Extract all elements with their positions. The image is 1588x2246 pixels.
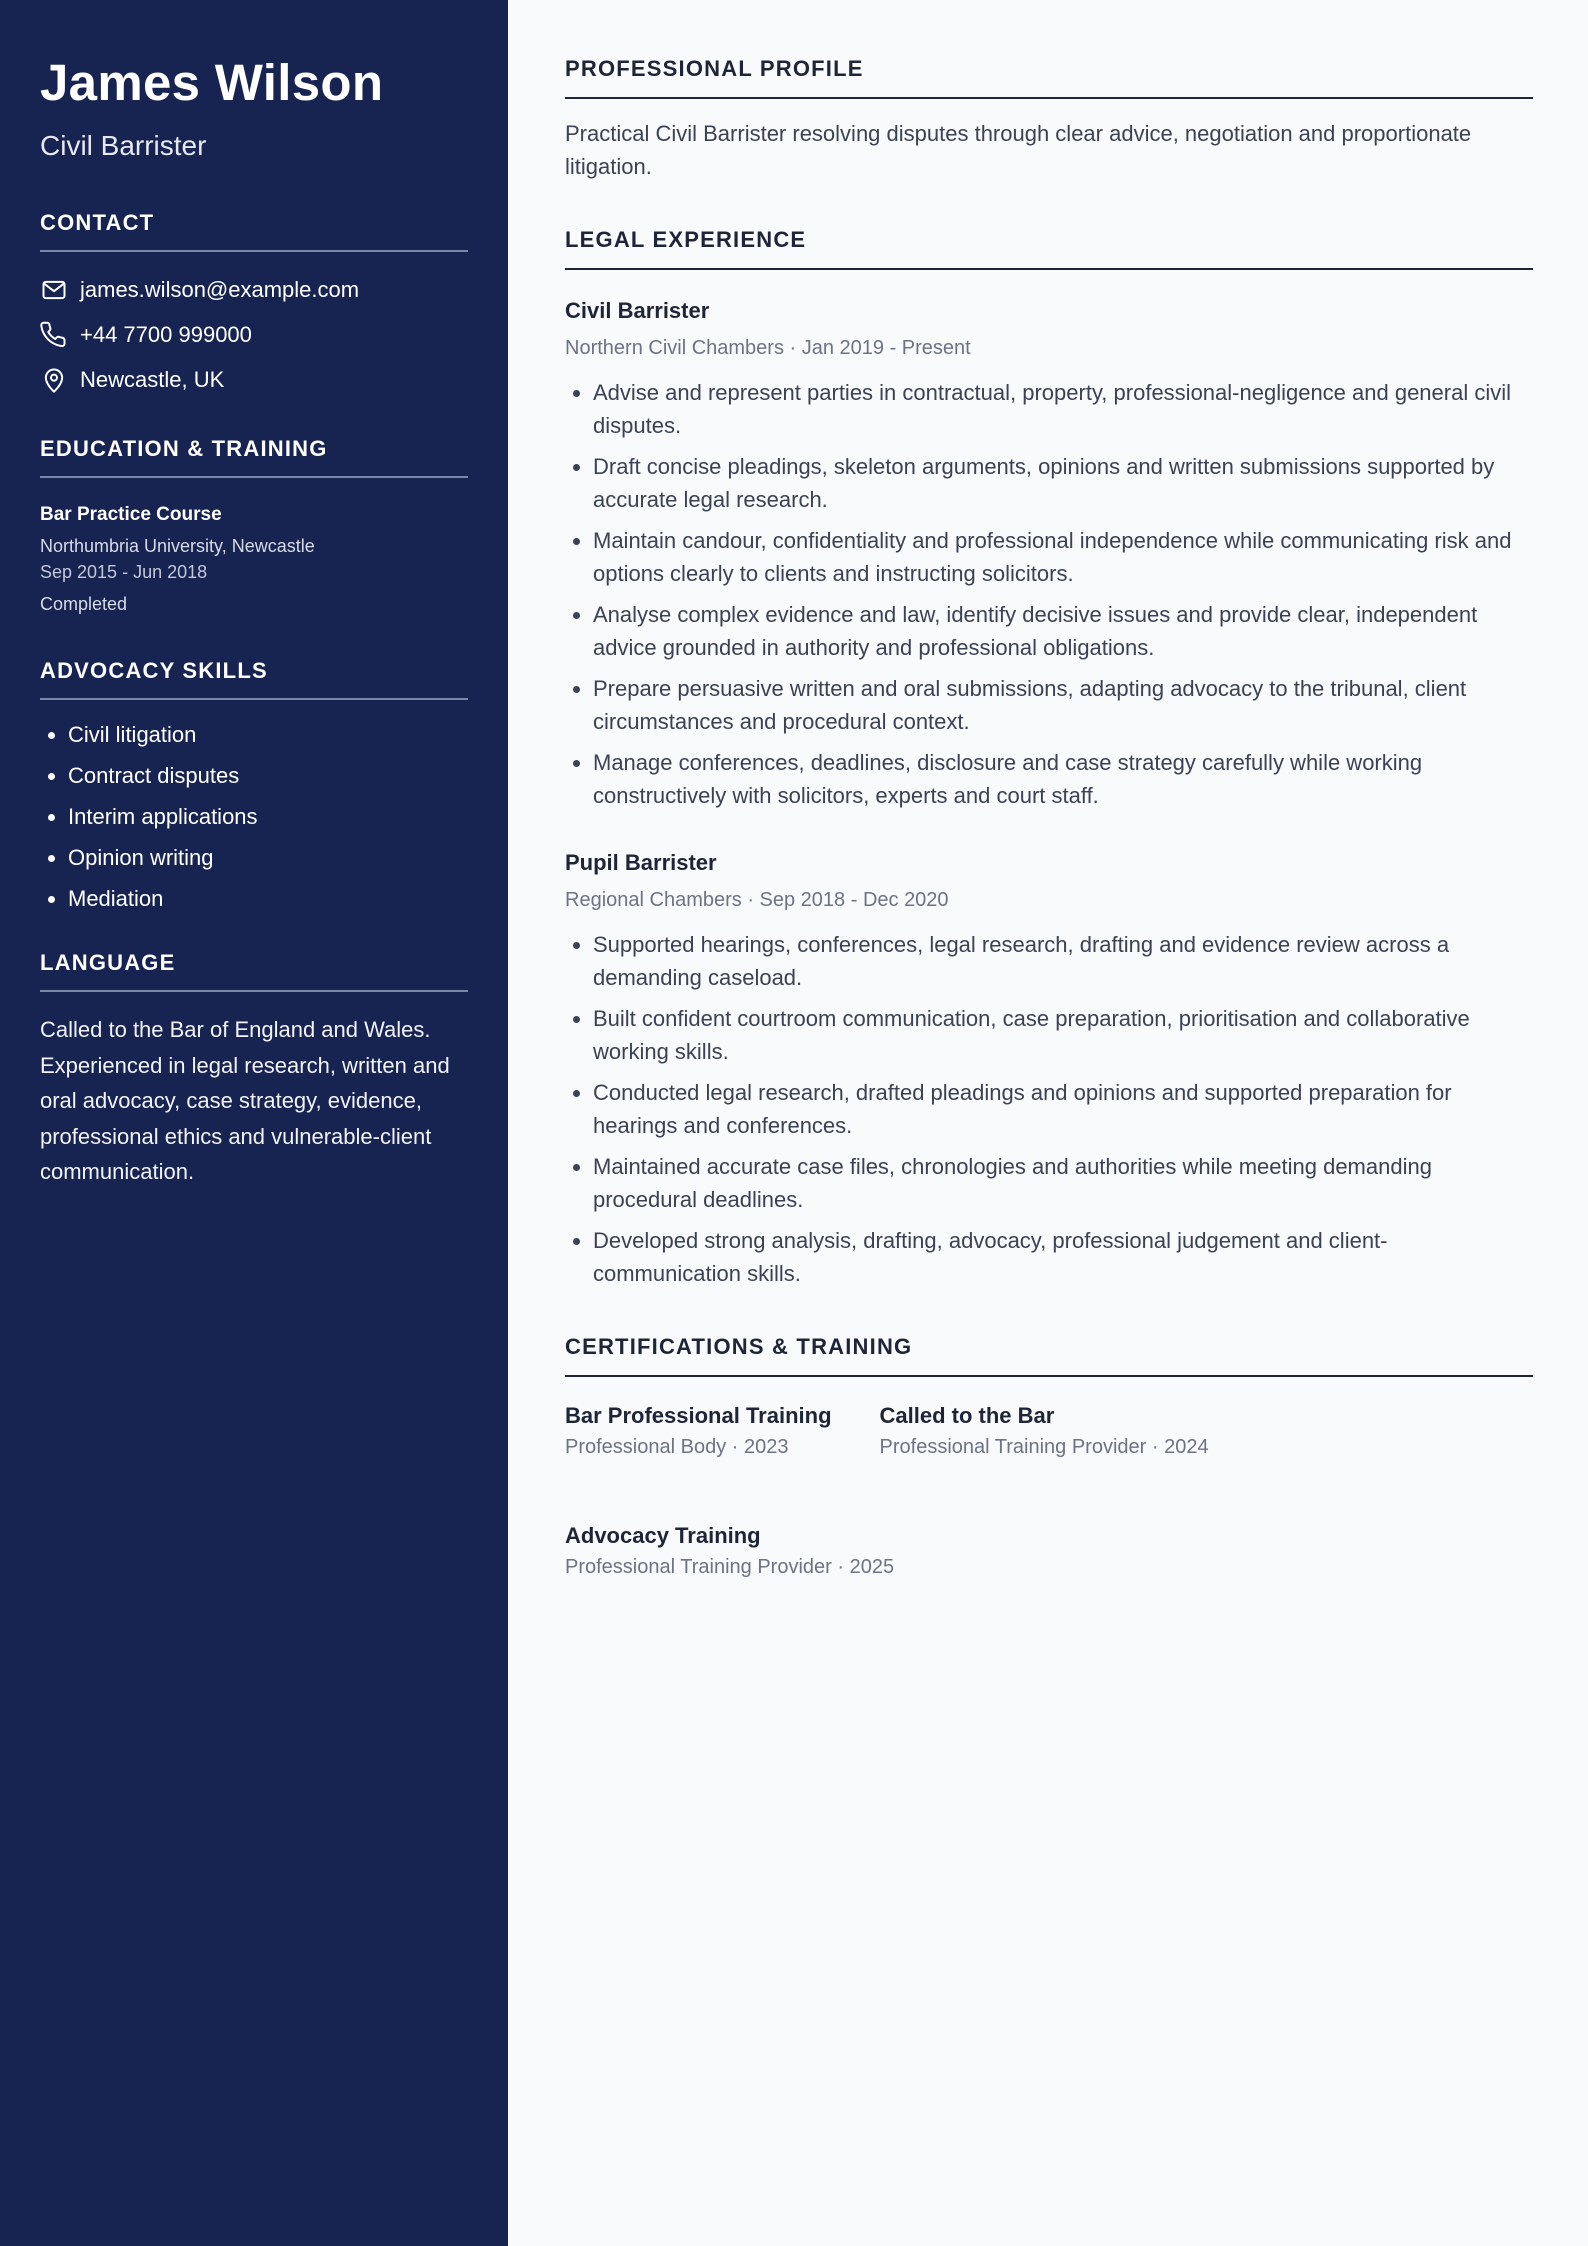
cert-meta: Professional Body · 2023 [565, 1436, 789, 1458]
cert-meta: Professional Training Provider · 2025 [565, 1556, 895, 1578]
education-place: Northumbria University, Newcastle [40, 536, 315, 556]
job-title: Pupil Barrister [565, 850, 717, 875]
job-bullet: • Maintained accurate case files, chronologies and authorities while meeting demanding procedural deadlines. [593, 1150, 1533, 1216]
candidate-name: James Wilson [40, 54, 384, 111]
contact-location [40, 364, 468, 396]
skills-list [40, 720, 468, 914]
skill-item: • Contract disputes [68, 761, 468, 791]
certifications-heading: CERTIFICATIONS & TRAINING [565, 1334, 1533, 1377]
experience-section [565, 227, 1533, 1290]
cert-item [565, 1401, 832, 1461]
skill-item: • Interim applications [68, 802, 468, 832]
candidate-role: Civil Barrister [40, 130, 207, 161]
contact-email[interactable] [40, 274, 468, 306]
location-pin-icon [40, 366, 68, 394]
job-title: Civil Barrister [565, 298, 710, 323]
phone-icon [40, 321, 68, 349]
contact-heading: CONTACT [40, 210, 468, 252]
profile-text: Practical Civil Barrister resolving disputes through clear advice, negotiation and proportionate litigation. [565, 121, 1472, 179]
sidebar [0, 0, 508, 2246]
contact-section [40, 210, 468, 396]
job-meta: Northern Civil Chambers · Jan 2019 - Present [565, 337, 971, 359]
job-bullet: • Conducted legal research, drafted pleadings and opinions and supported preparation for hearings and conferences. [593, 1076, 1533, 1142]
skills-heading: ADVOCACY SKILLS [40, 658, 468, 700]
cert-meta: Professional Training Provider · 2024 [879, 1436, 1209, 1458]
job-bullets [565, 928, 1533, 1290]
language-text: Called to the Bar of England and Wales. Experienced in legal research, written and oral advocacy, case strategy, evidence, professional ethics and vulnerable-client communication. [40, 1017, 450, 1184]
cert-title: Bar Professional Training [565, 1403, 832, 1428]
cert-title: Called to the Bar [879, 1403, 1055, 1428]
cert-item [565, 1521, 894, 1581]
profile-section [565, 56, 1533, 183]
education-title: Bar Practice Course [40, 504, 222, 525]
education-heading: EDUCATION & TRAINING [40, 436, 468, 478]
contact-phone-text: +44 7700 999000 [80, 322, 252, 347]
job-bullet: • Maintain candour, confidentiality and professional independence while communicating risk and options clearly to clients and instructing solicitors. [593, 524, 1533, 590]
job-bullet: • Draft concise pleadings, skeleton arguments, opinions and written submissions supported by accurate legal research. [593, 450, 1533, 516]
skill-item: • Civil litigation [68, 720, 468, 750]
contact-email-text: james.wilson@example.com [80, 277, 360, 302]
job-bullet: • Manage conferences, deadlines, disclosure and case strategy carefully while working constructively with solicitors, experts and court staff. [593, 746, 1533, 812]
job-bullets [565, 376, 1533, 812]
profile-heading: PROFESSIONAL PROFILE [565, 56, 1533, 99]
skills-section [40, 658, 468, 914]
language-section [40, 950, 468, 1190]
job-entry [565, 296, 1533, 812]
job-bullet: • Built confident courtroom communication, case preparation, prioritisation and collaborative working skills. [593, 1002, 1533, 1068]
job-bullet: • Prepare persuasive written and oral submissions, adapting advocacy to the tribunal, client circumstances and procedural context. [593, 672, 1533, 738]
cert-title: Advocacy Training [565, 1523, 761, 1548]
education-status: Completed [40, 594, 128, 614]
main-content [508, 0, 1588, 2246]
education-dates: Sep 2015 - Jun 2018 [40, 562, 208, 582]
job-bullet: • Analyse complex evidence and law, identify decisive issues and provide clear, independent advice grounded in authority and professional obligations. [593, 598, 1533, 664]
job-bullet: • Developed strong analysis, drafting, advocacy, professional judgement and client-communication skills. [593, 1224, 1533, 1290]
cert-item [880, 1401, 1209, 1461]
skill-item: • Opinion writing [68, 843, 468, 873]
contact-phone[interactable] [40, 319, 468, 351]
job-bullet: • Supported hearings, conferences, legal research, drafting and evidence review across a demanding caseload. [593, 928, 1533, 994]
mail-icon [40, 276, 68, 304]
experience-heading: LEGAL EXPERIENCE [565, 227, 1533, 270]
skill-item: • Mediation [68, 884, 468, 914]
education-section [40, 436, 468, 616]
job-bullet: • Advise and represent parties in contractual, property, professional-negligence and general civil disputes. [593, 376, 1533, 442]
job-entry [565, 848, 1533, 1290]
job-meta: Regional Chambers · Sep 2018 - Dec 2020 [565, 889, 949, 911]
certifications-section [565, 1334, 1533, 1581]
language-heading: LANGUAGE [40, 950, 468, 992]
contact-location-text: Newcastle, UK [80, 367, 225, 392]
contact-list [40, 274, 468, 396]
certifications-list [565, 1401, 1533, 1581]
